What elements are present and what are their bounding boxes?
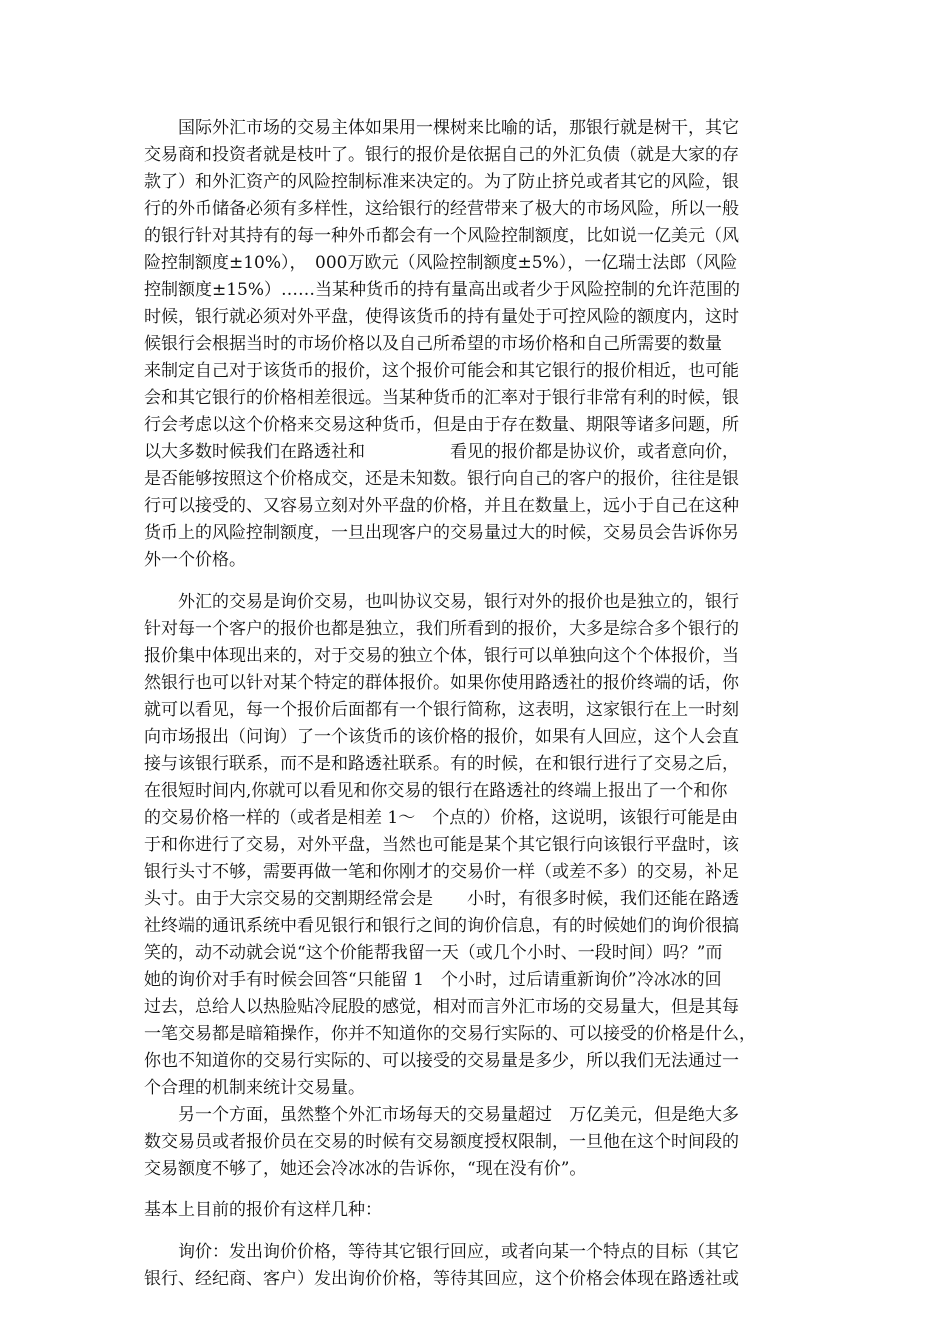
text-line: 头寸。由于大宗交易的交割期经常会是 小时，有很多时候，我们还能在路透 — [144, 889, 739, 909]
text-line: 就可以看见，每一个报价后面都有一个银行简称，这表明，这家银行在上一时刻 — [144, 700, 739, 720]
text-line: 控制额度±15%）……当某种货币的持有量高出或者少于风险控制的允许范围的 — [144, 280, 741, 300]
text-line: 另一个方面，虽然整个外汇市场每天的交易量超过 万亿美元，但是绝大多 — [144, 1105, 739, 1125]
text-line: 行的外币储备必须有多样性，这给银行的经营带来了极大的市场风险，所以一般 — [144, 199, 739, 219]
text-line: 过去，总给人以热脸贴冷屁股的感觉，相对而言外汇市场的交易量大，但是其每 — [144, 997, 739, 1017]
text-line: 个合理的机制来统计交易量。 — [144, 1078, 365, 1098]
text-line: 候银行会根据当时的市场价格以及自己所希望的市场价格和自己所需要的数量 — [144, 334, 722, 354]
text-line: 于和你进行了交易，对外平盘，当然也可能是某个其它银行向该银行平盘时，该 — [144, 835, 739, 855]
text-line: 你也不知道你的交易行实际的、可以接受的交易量是多少，所以我们无法通过一 — [144, 1051, 739, 1071]
text-line: 向市场报出（问询）了一个该货币的该价格的报价，如果有人回应，这个人会直 — [144, 727, 739, 747]
text-line: 是否能够按照这个价格成交，还是未知数。银行向自己的客户的报价，往往是银 — [144, 469, 739, 489]
text-line: 会和其它银行的价格相差很远。当某种货币的汇率对于银行非常有利的时候，银 — [144, 388, 739, 408]
text-line: 针对每一个客户的报价也都是独立，我们所看到的报价，大多是综合多个银行的 — [144, 619, 739, 639]
text-line: 时候，银行就必须对外平盘，使得该货币的持有量处于可控风险的额度内，这时 — [144, 307, 739, 327]
text-line: 询价：发出询价价格，等待其它银行回应，或者向某一个特点的目标（其它 — [144, 1242, 739, 1262]
text-line: 的交易价格一样的（或者是相差 1～ 个点的）价格，这说明，该银行可能是由 — [144, 808, 739, 828]
text-line: 数交易员或者报价员在交易的时候有交易额度授权限制，一旦他在这个时间段的 — [144, 1132, 739, 1152]
text-line: 报价集中体现出来的，对于交易的独立个体，银行可以单独向这个个体报价，当 — [144, 646, 739, 666]
text-line: 接与该银行联系，而不是和路透社联系。有的时候，在和银行进行了交易之后， — [144, 754, 739, 774]
text-line: 货币上的风险控制额度，一旦出现客户的交易量过大的时候，交易员会告诉你另 — [144, 523, 739, 543]
text-line: 款了）和外汇资产的风险控制标准来决定的。为了防止挤兑或者其它的风险，银 — [144, 172, 739, 192]
text-line: 笑的，动不动就会说“这个价能帮我留一天（或几个小时、一段时间）吗？”而 — [144, 943, 723, 963]
text-line: 行会考虑以这个价格来交易这种货币，但是由于存在数量、期限等诸多问题，所 — [144, 415, 739, 435]
text-line: 在很短时间内,你就可以看见和你交易的银行在路透社的终端上报出了一个和你 — [144, 781, 728, 801]
text-line: 的银行针对其持有的每一种外币都会有一个风险控制额度，比如说一亿美元（风 — [144, 226, 739, 246]
text-line: 银行头寸不够，需要再做一笔和你刚才的交易价一样（或差不多）的交易，补足 — [144, 862, 739, 882]
text-line: 外一个价格。 — [144, 550, 246, 570]
text-line: 险控制额度±10%）， 000万欧元（风险控制额度±5%），一亿瑞士法郎（风险 — [144, 253, 738, 273]
text-line: 外汇的交易是询价交易，也叫协议交易，银行对外的报价也是独立的，银行 — [144, 592, 739, 612]
text-line: 来制定自己对于该货币的报价，这个报价可能会和其它银行的报价相近，也可能 — [144, 361, 739, 381]
text-line: 然银行也可以针对某个特定的群体报价。如果你使用路透社的报价终端的话，你 — [144, 673, 739, 693]
text-line: 基本上目前的报价有这样几种： — [144, 1200, 382, 1220]
text-line: 一笔交易都是暗箱操作，你并不知道你的交易行实际的、可以接受的价格是什么， — [144, 1024, 756, 1044]
text-line: 社终端的通讯系统中看见银行和银行之间的询价信息，有的时候她们的询价很搞 — [144, 916, 739, 936]
text-line: 以大多数时候我们在路透社和 看见的报价都是协议价，或者意向价， — [144, 442, 739, 462]
text-line: 行可以接受的、又容易立刻对外平盘的价格，并且在数量上，远小于自己在这种 — [144, 496, 739, 516]
text-line: 银行、经纪商、客户）发出询价价格，等待其回应，这个价格会体现在路透社或 — [144, 1269, 739, 1289]
text-line: 她的询价对手有时候会回答“只能留 1 个小时，过后请重新询价”冷冰冰的回 — [144, 970, 722, 990]
text-line: 交易商和投资者就是枝叶了。银行的报价是依据自己的外汇负债（就是大家的存 — [144, 145, 739, 165]
text-line: 交易额度不够了，她还会冷冰冰的告诉你，“现在没有价”。 — [144, 1159, 587, 1179]
text-line: 国际外汇市场的交易主体如果用一棵树来比喻的话，那银行就是树干，其它 — [144, 118, 739, 138]
